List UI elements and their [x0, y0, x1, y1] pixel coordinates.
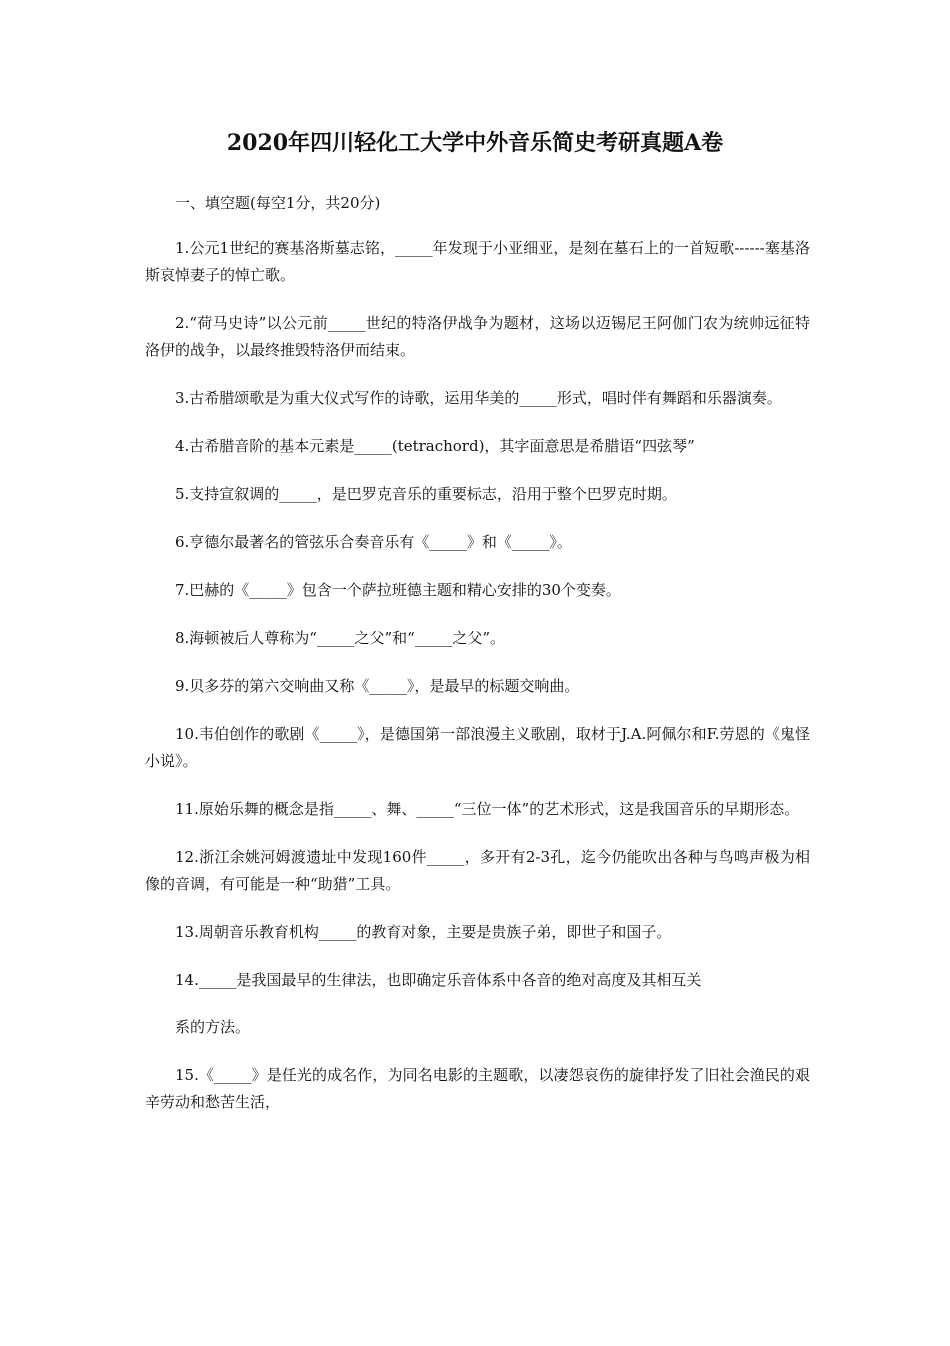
question-10: 10.韦伯创作的歌剧《_____》，是德国第一部浪漫主义歌剧，取材于J.A.阿佩尔和F.劳恩的《鬼怪小说》。: [145, 725, 810, 770]
question-15: 15.《_____》是任光的成名作，为同名电影的主题歌，以凄怨哀伤的旋律抒发了旧社会渔民的艰辛劳动和愁苦生活，: [145, 1066, 810, 1111]
question-1: 1.公元1世纪的赛基洛斯墓志铭，_____年发现于小亚细亚，是刻在墓石上的一首短歌------塞基洛斯哀悼妻子的悼亡歌。: [145, 239, 810, 284]
question-7: 7.巴赫的《_____》包含一个萨拉班德主题和精心安排的30个变奏。: [175, 581, 621, 599]
document-body: [145, 190, 810, 1137]
question-3: 3.古希腊颂歌是为重大仪式写作的诗歌，运用华美的_____形式，唱时伴有舞蹈和乐器演奏。: [175, 389, 782, 407]
question-8: 8.海顿被后人尊称为“_____之父”和“_____之父”。: [175, 629, 505, 647]
question-13: 13.周朝音乐教育机构_____的教育对象，主要是贵族子弟，即世子和国子。: [175, 923, 672, 941]
question-6: 6.亨德尔最著名的管弦乐合奏音乐有《_____》和《_____》。: [175, 533, 572, 551]
question-2: 2.“荷马史诗”以公元前_____世纪的特洛伊战争为题材，这场以迈锡尼王阿伽门农为统帅远征特洛伊的战争，以最终推毁特洛伊而结束。: [145, 314, 810, 359]
question-9: 9.贝多芬的第六交响曲又称《_____》，是最早的标题交响曲。: [175, 677, 580, 695]
question-11: 11.原始乐舞的概念是指_____、舞、_____“三位一体”的艺术形式，这是我国音乐的早期形态。: [175, 800, 800, 818]
question-14: 14._____是我国最早的生律法，也即确定乐音体系中各音的绝对高度及其相互关: [175, 971, 702, 989]
question-5: 5.支持宣叙调的_____，是巴罗克音乐的重要标志，沿用于整个巴罗克时期。: [175, 485, 677, 503]
question-4: 4.古希腊音阶的基本元素是_____(tetrachord)，其字面意思是希腊语“四弦琴”: [175, 437, 695, 455]
question-12: 12.浙江余姚河姆渡遗址中发现160件_____，多开有2-3孔，迄今仍能吹出各种与鸟鸣声极为相像的音调，有可能是一种“助猎”工具。: [145, 848, 810, 893]
question-14-continuation: 系的方法。: [175, 1018, 251, 1036]
section-heading: 一、填空题(每空1分，共20分): [175, 194, 381, 212]
document-title: 2020年四川轻化工大学中外音乐简史考研真题A卷: [226, 130, 724, 156]
